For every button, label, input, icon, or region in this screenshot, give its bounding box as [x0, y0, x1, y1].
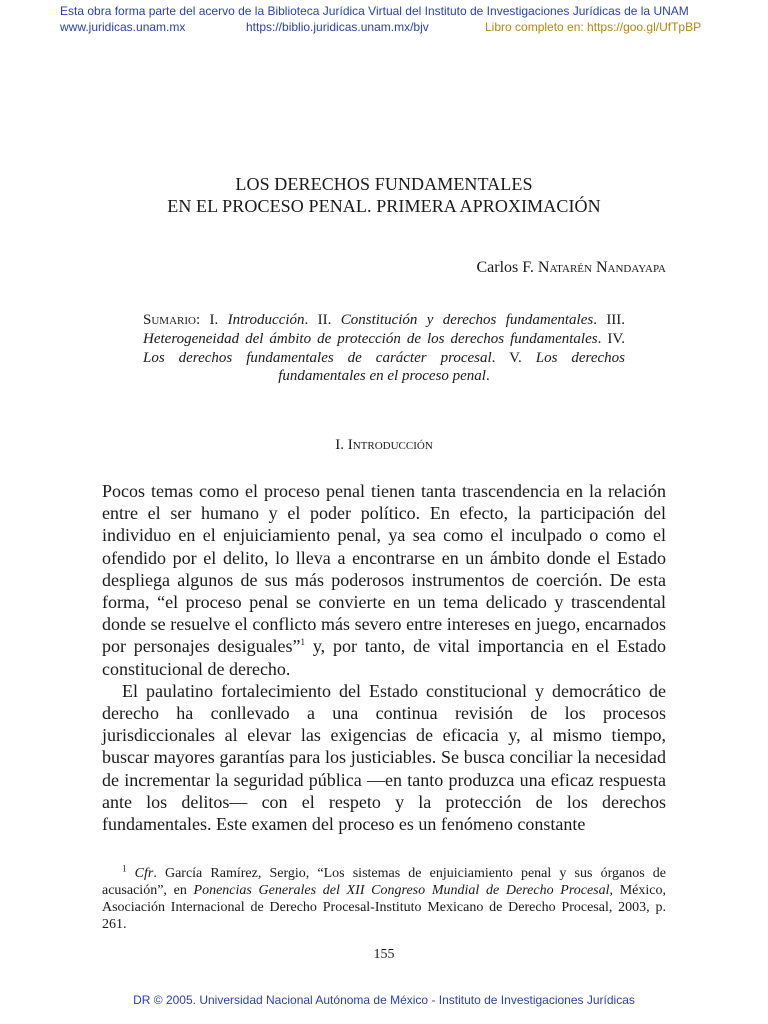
- footnote: [102, 865, 666, 933]
- summary-item-4: Los derechos fundamentales de carácter procesal: [143, 349, 492, 366]
- summary: Sumario: I. Introducción. II. Constitución y derechos fundamentales. III. Heterogeneidad del ámbito de protección de los derechos fundamentales. IV. Los derechos fundamentales de carácter procesal. V. Los derechos fundamentales en el proceso penal.: [143, 312, 626, 385]
- chapter-title-line2: EN EL PROCESO PENAL. PRIMERA APROXIMACIÓN: [167, 196, 601, 216]
- summary-item-2: Constitución y derechos fundamentales: [340, 312, 594, 328]
- section-title: Introducción: [347, 437, 433, 453]
- summary-item-5: Los derechos fundamentales en el proceso penal: [278, 349, 625, 385]
- footnote-text-b: , México, Asociación Internacional de Derecho Procesal-Instituto Mexicano de Derecho Procesal, 2003, p. 261.: [102, 883, 666, 932]
- summary-num-5: V.: [509, 349, 522, 366]
- header-links: [0, 20, 768, 34]
- summary-label: Sumario:: [143, 312, 201, 328]
- summary-item-3: Heterogeneidad del ámbito de protección de los derechos fundamentales: [143, 330, 598, 347]
- book-link[interactable]: Libro completo en: https://goo.gl/UfTpBP: [485, 20, 702, 34]
- paragraph-1: [102, 480, 666, 680]
- author-first: Carlos F.: [476, 259, 534, 276]
- summary-num-2: II.: [317, 312, 332, 328]
- summary-num-4: IV.: [607, 330, 626, 347]
- paragraph-1-b: y, por tanto, de vital importancia en el Estado constitucional de derecho.: [102, 636, 667, 679]
- summary-item-1: Introducción: [227, 312, 305, 328]
- paragraph-1-a: Pocos temas como el proceso penal tienen tanta trascendencia en la relación entre el ser humano y el poder político. En efecto, la participación del individuo en el enjuiciamiento penal, ya sea como el inculpado o como el ofendido por el delito, lo lleva a encontrarse en un ámbito donde el Estado despliega algunos de sus más poderosos instrumentos de coerción. De esta forma, “el proceso penal se convierte en un tema delicado y trascendental donde se resuelve el conflicto más severo entre intereses en juego, encarnados por personajes desiguales”: [102, 481, 666, 657]
- paragraph-2: El paulatino fortalecimiento del Estado constitucional y democrático de derecho ha conllevado a una continua revisión de los procesos jurisdiccionales al elevar las exigencias de eficacia y, al mismo tiempo, buscar mayores garantías para los justiciables. Se busca conciliar la necesidad de incrementar la seguridad pública —en tanto produzca una eficaz respuesta ante los delitos— con el respeto y la protección de los derechos fundamentales. Este examen del proceso es un fenómeno constante: [102, 680, 666, 835]
- footer-copyright: DR © 2005. Universidad Nacional Autónoma de México - Instituto de Investigaciones Jurídicas: [133, 993, 635, 1007]
- author: [477, 259, 667, 277]
- section-number: I.: [335, 437, 344, 453]
- page-number: 155: [373, 947, 395, 962]
- site-link[interactable]: www.juridicas.unam.mx: [60, 20, 186, 34]
- footnote-ref[interactable]: 1: [300, 637, 306, 648]
- summary-num-1: I.: [209, 312, 219, 328]
- body-text: [102, 480, 666, 835]
- footnote-text-a: . García Ramírez, Sergio, “Los sistemas de enjuiciamiento penal y sus órganos de acusación”, en: [102, 866, 666, 898]
- author-last: Natarén Nandayapa: [537, 259, 666, 276]
- footnote-italic: Ponencias Generales del XII Congreso Mundial de Derecho Procesal: [193, 883, 610, 898]
- section-heading: [0, 437, 768, 454]
- bjv-link[interactable]: https://biblio.juridicas.unam.mx/bjv: [246, 20, 429, 34]
- header-notice: Esta obra forma parte del acervo de la Biblioteca Jurídica Virtual del Instituto de Investigaciones Jurídicas de la UNAM: [60, 4, 689, 18]
- footnote-cfr: Cfr: [134, 866, 154, 881]
- chapter-title: [0, 173, 768, 217]
- chapter-title-line1: LOS DERECHOS FUNDAMENTALES: [235, 174, 533, 194]
- footnote-number: 1: [122, 863, 127, 874]
- summary-num-3: III.: [606, 312, 626, 328]
